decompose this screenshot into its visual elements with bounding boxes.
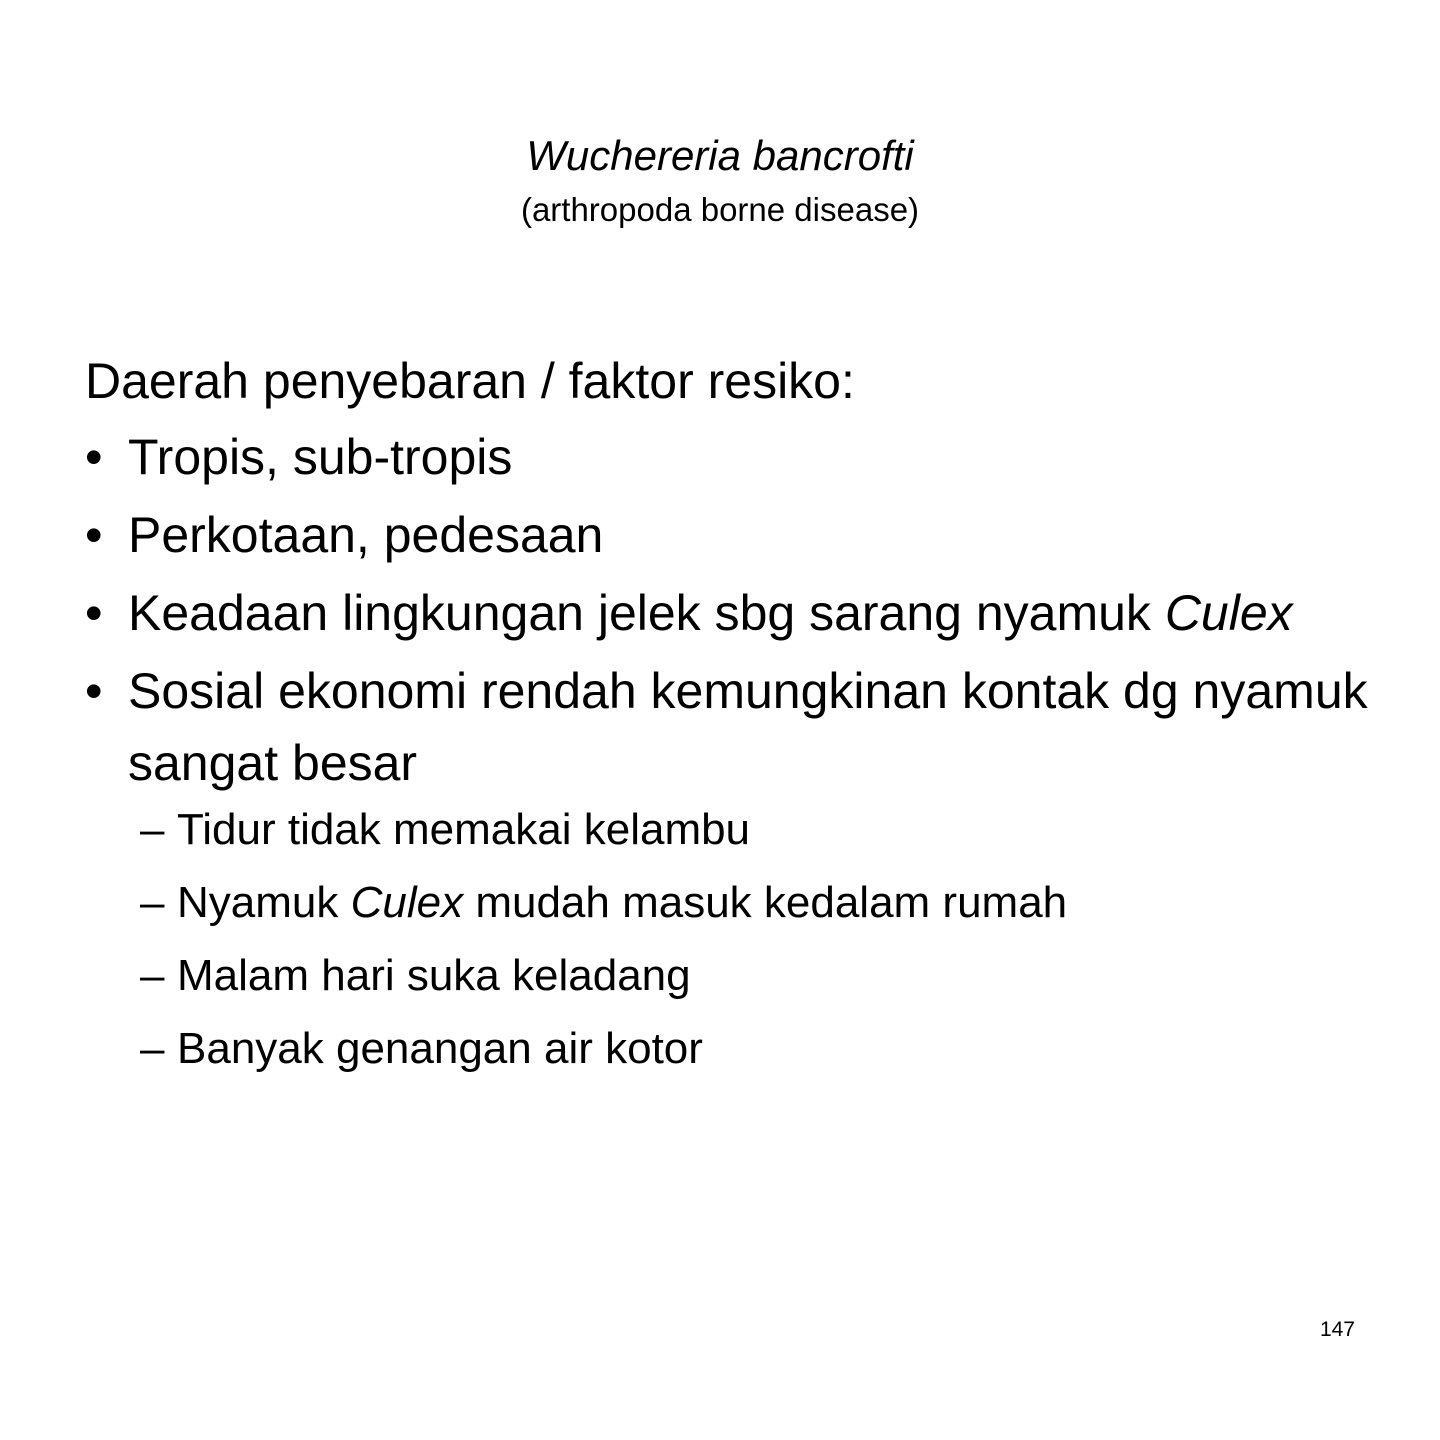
dash-icon: – [140, 878, 165, 927]
bullet-text: Keadaan lingkungan jelek sbg sarang nyamuk [128, 585, 1165, 641]
sub-bullet-item-tidur [140, 799, 1385, 861]
sub-bullet-text: mudah masuk kedalam rumah [463, 878, 1068, 927]
bullet-text: Tropis, sub-tropis [128, 429, 513, 485]
page-number: 147 [1319, 1318, 1355, 1341]
bullet-text: Perkotaan, pedesaan [128, 507, 604, 563]
section-heading: Daerah penyebaran / faktor resiko: [85, 353, 855, 409]
sub-bullet-italic-text: Culex [350, 878, 464, 927]
sub-bullet-list [85, 799, 1385, 1080]
sub-bullet-item-nyamuk [140, 872, 1385, 934]
dash-icon: – [140, 951, 165, 1000]
sub-bullet-item-banyak [140, 1018, 1385, 1080]
bullet-dot-icon: • [85, 663, 103, 719]
bullet-italic-text: Culex [1164, 585, 1293, 641]
sub-bullet-item-malam [140, 945, 1385, 1007]
bullet-text: Sosial ekonomi rendah kemungkinan kontak dg nyamuk sangat besar [128, 663, 1368, 791]
bullet-dot-icon: • [85, 507, 103, 563]
slide-title: Wuchereria bancrofti [526, 132, 914, 179]
sub-bullet-text: Tidur tidak memakai kelambu [177, 805, 751, 854]
bullet-item-keadaan [85, 577, 1385, 649]
bullet-item-tropis [85, 421, 1385, 493]
slide-content [85, 345, 1385, 1091]
bullet-item-sosial [85, 655, 1385, 1080]
bullet-list [85, 421, 1385, 1080]
dash-icon: – [140, 805, 165, 854]
bullet-dot-icon: • [85, 429, 103, 485]
slide-subtitle: (arthropoda borne disease) [520, 191, 920, 228]
sub-bullet-text: Malam hari suka keladang [177, 951, 691, 1000]
sub-bullet-text: Nyamuk [177, 878, 351, 927]
bullet-dot-icon: • [85, 585, 103, 641]
sub-bullet-text: Banyak genangan air kotor [177, 1024, 703, 1073]
dash-icon: – [140, 1024, 165, 1073]
bullet-item-perkotaan [85, 499, 1385, 571]
